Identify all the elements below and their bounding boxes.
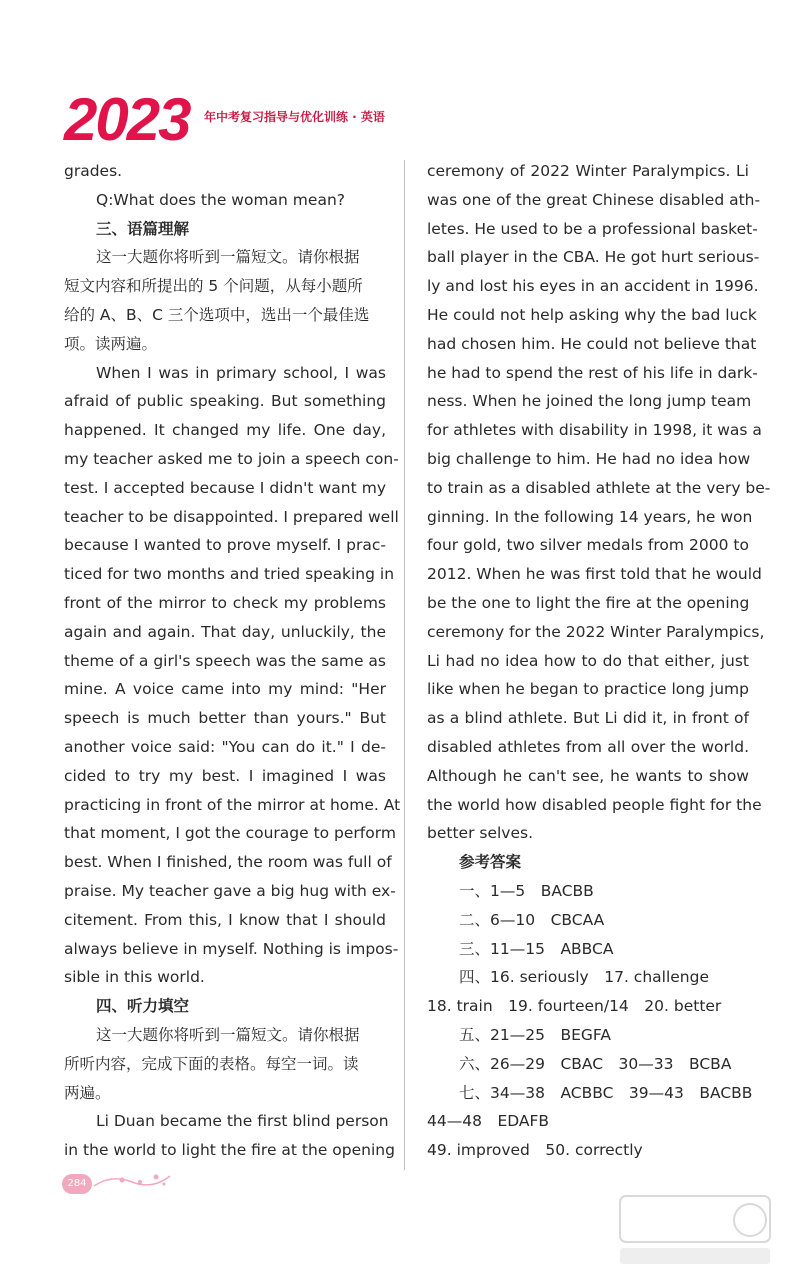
text-line: Li had no idea how to do that either, just [427, 651, 749, 670]
text-line: the world how disabled people fight for the [427, 795, 762, 814]
text-line: another voice said: "You can do it." I de- [64, 737, 386, 756]
text-line: 短文内容和所提出的 5 个问题，从每小题所 [64, 277, 363, 296]
text-line: disabled athletes from all over the world. [427, 737, 749, 756]
answer-line: 一、1—5 BACBB [459, 881, 594, 900]
text-line: theme of a girl's speech was the same as [64, 651, 386, 670]
text-line: 给的 A、B、C 三个选项中，选出一个最佳选 [64, 305, 370, 324]
text-line: for athletes with disability in 1998, it was a [427, 421, 762, 440]
text-line: had chosen him. He could not believe that [427, 334, 757, 353]
page-number-badge: 284 [62, 1174, 92, 1194]
answer-line: 四、16. seriously 17. challenge [459, 968, 709, 987]
text-line: mine. A voice came into my mind: "Her [64, 680, 386, 699]
text-line: Q:What does the woman mean? [96, 190, 345, 209]
text-line: was one of the great Chinese disabled ath- [427, 190, 761, 209]
text-line: ness. When he joined the long jump team [427, 392, 752, 411]
text-line: grades. [64, 162, 123, 180]
text-line: When I was in primary school, I was [96, 363, 386, 382]
answer-line: 三、11—15 ABBCA [459, 939, 614, 958]
answer-line: 六、26—29 CBAC 30—33 BCBA [459, 1054, 732, 1073]
text-line: cided to try my best. I imagined I was [64, 766, 386, 785]
text-line: he had to spend the rest of his life in dark- [427, 363, 758, 382]
answer-line: 49. improved 50. correctly [427, 1141, 643, 1160]
text-line: Although he can't see, he wants to show [427, 766, 749, 785]
answer-key [427, 848, 753, 1165]
text-line: 2012. When he was first told that he would [427, 565, 762, 584]
text-line: 这一大题你将听到一篇短文。请你根据 [96, 1025, 360, 1044]
text-line: ceremony of 2022 Winter Paralympics. Li [427, 162, 749, 180]
section-heading: 四、听力填空 [96, 997, 190, 1016]
text-line: like when he began to practice long jump [427, 680, 749, 699]
text-line: letes. He used to be a professional basket- [427, 219, 758, 238]
text-line: as a blind athlete. But Li did it, in front of [427, 709, 749, 728]
text-line: ly and lost his eyes in an accident in 1996. [427, 277, 759, 296]
text-line: Li Duan became the first blind person [96, 1112, 389, 1131]
text-line: afraid of public speaking. But something [64, 392, 386, 411]
header-subtitle: 年中考复习指导与优化训练 · 英语 [204, 110, 385, 124]
text-line: sible in this world. [64, 968, 205, 987]
text-line: ceremony for the 2022 Winter Paralympics, [427, 622, 765, 641]
header-year: 2023 [64, 86, 190, 153]
text-line: four gold, two silver medals from 2000 to [427, 536, 749, 555]
text-line: citement. From this, I know that I should [64, 910, 386, 929]
answer-line: 44—48 EDAFB [427, 1112, 550, 1131]
right-column [427, 157, 771, 1165]
text-line: speech is much better than yours." But [64, 709, 386, 728]
section-heading: 三、语篇理解 [96, 219, 190, 238]
text-line: in the world to light the fire at the opening [64, 1141, 395, 1160]
text-line: teacher to be disappointed. I prepared well [64, 507, 399, 526]
text-line: to train as a disabled athlete at the very be- [427, 478, 771, 497]
text-line: best. When I finished, the room was full of [64, 853, 392, 872]
answer-line: 七、34—38 ACBBC 39—43 BACBB [459, 1083, 753, 1102]
text-line: that moment, I got the courage to perform [64, 824, 396, 843]
text-line: 这一大题你将听到一篇短文。请你根据 [96, 248, 360, 267]
watermark-logo-icon [600, 1190, 780, 1270]
left-column [64, 157, 401, 1165]
column-divider [404, 160, 405, 1170]
text-line: ginning. In the following 14 years, he won [427, 507, 753, 526]
text-line: always believe in myself. Nothing is impos- [64, 939, 399, 958]
text-line: 两遍。 [64, 1083, 111, 1102]
answer-line: 18. train 19. fourteen/14 20. better [427, 997, 722, 1016]
answer-line: 二、6—10 CBCAA [459, 910, 605, 929]
floral-ornament-icon [92, 1168, 172, 1194]
text-line: front of the mirror to check my problems [64, 593, 386, 612]
text-line: big challenge to him. He had no idea how [427, 449, 751, 468]
page-header [64, 88, 404, 158]
text-line: happened. It changed my life. One day, [64, 421, 386, 440]
text-line: He could not help asking why the bad luck [427, 305, 757, 324]
text-line: be the one to light the fire at the opening [427, 593, 750, 612]
text-line: ticed for two months and tried speaking in [64, 565, 395, 584]
text-line: practicing in front of the mirror at home. At [64, 795, 401, 814]
text-line: ball player in the CBA. He got hurt serious- [427, 248, 760, 267]
text-line: 所听内容，完成下面的表格。每空一词。读 [64, 1054, 359, 1073]
text-line: again and again. That day, unluckily, the [64, 622, 386, 641]
text-line: better selves. [427, 824, 533, 843]
answer-key-title: 参考答案 [459, 853, 522, 872]
answer-line: 五、21—25 BEGFA [459, 1025, 611, 1044]
text-line: my teacher asked me to join a speech con- [64, 449, 399, 468]
text-line: 项。读两遍。 [64, 334, 158, 353]
text-line: because I wanted to prove myself. I prac- [64, 536, 386, 555]
text-line: praise. My teacher gave a big hug with ex- [64, 881, 396, 900]
text-line: test. I accepted because I didn't want my [64, 478, 386, 497]
